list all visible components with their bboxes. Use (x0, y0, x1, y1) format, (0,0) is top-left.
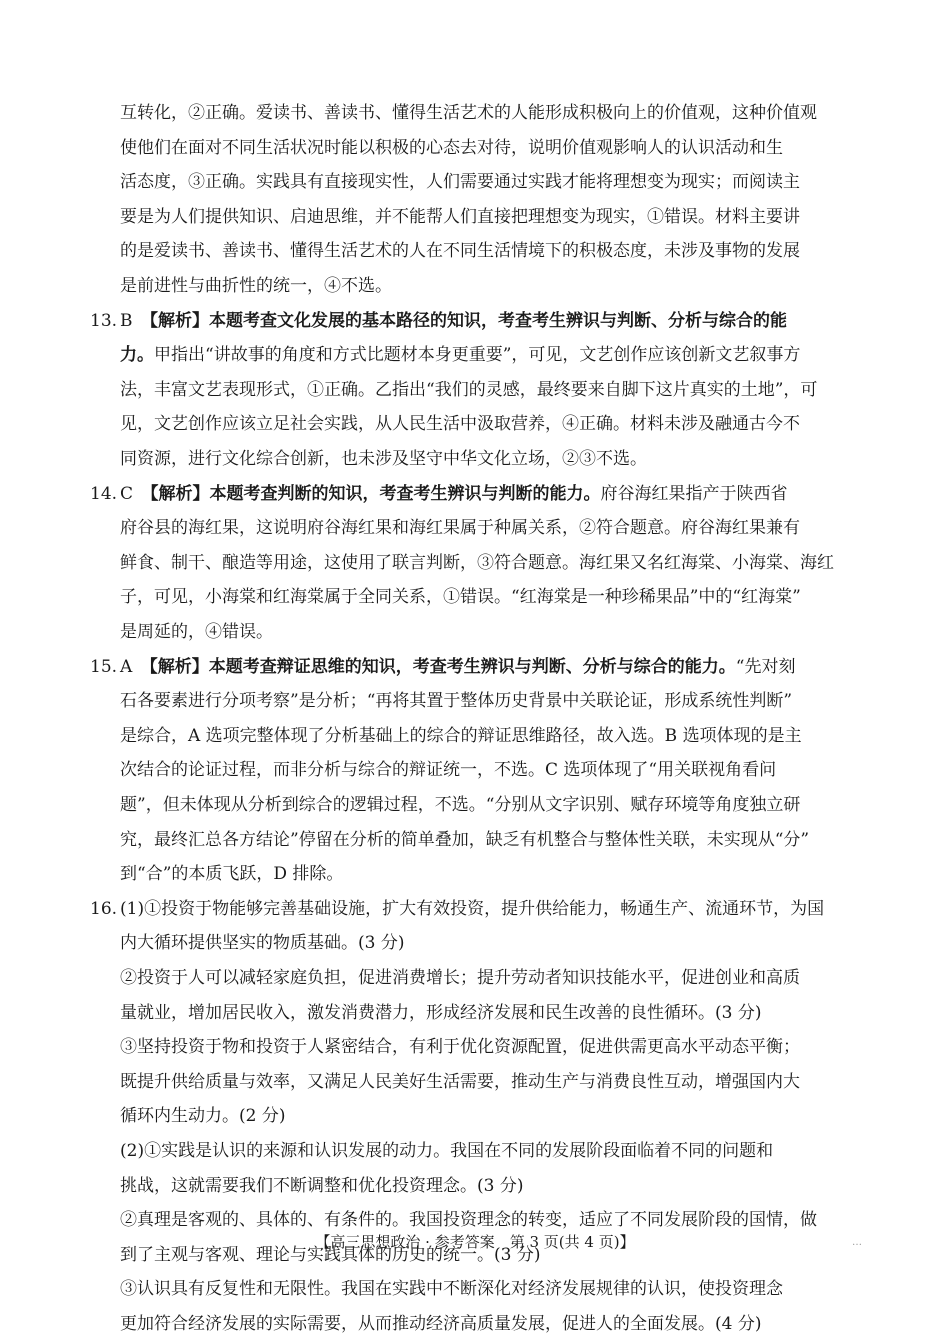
line-text: 的是爱读书、善读书、懂得生活艺术的人在不同生活情境下的积极态度，未涉及事物的发展 (120, 241, 800, 262)
line-text: 内大循环提供坚实的物质基础。(3 分) (120, 933, 405, 954)
line-text: 府谷海红果指产于陕西省 (600, 483, 788, 504)
line-text: 是综合，A 选项完整体现了分析基础上的综合的辩证思维路径，故入选。B 选项体现的是主 (120, 725, 802, 746)
analysis-heading: 【解析】本题考查辩证思维的知识，考查考生辨识与判断、分析与综合的能力。 (149, 656, 736, 677)
line-text: 挑战，这就需要我们不断调整和优化投资理念。(3 分) (120, 1175, 524, 1196)
text-line (120, 338, 800, 373)
text-line (120, 1272, 783, 1307)
line-text: “先对刻 (735, 656, 796, 677)
line-text: 要是为人们提供知识、启迪思维，并不能帮人们直接把理想变为现实，①错误。材料主要讲 (120, 206, 800, 227)
text-line (120, 477, 788, 512)
analysis-heading: 力。 (120, 345, 154, 366)
line-text: ③认识具有反复性和无限性。我国在实践中不断深化对经济发展规律的认识，使投资理念 (120, 1279, 783, 1300)
line-text: ③坚持投资于物和投资于人紧密结合，有利于优化资源配置，促进供需更高水平动态平衡； (120, 1037, 800, 1058)
line-text: 见，文艺创作应该立足社会实践，从人民生活中汲取营养，④正确。材料未涉及融通古今不 (120, 414, 800, 435)
line-text: 甲指出“讲故事的角度和方式比题材本身更重要”，可见，文艺创作应该创新文艺叙事方 (154, 345, 801, 366)
text-line (120, 131, 783, 166)
line-text: 子，可见，小海棠和红海棠属于全同关系，①错误。“红海棠是一种珍稀果品”中的“红海棠” (120, 587, 801, 608)
line-text: 循环内生动力。(2 分) (120, 1106, 286, 1127)
line-text: 是周延的，④错误。 (120, 622, 273, 642)
text-line (120, 1030, 800, 1065)
question-number: 15. (90, 656, 118, 677)
line-text: 鲜食、制干、酿造等用途，这使用了联言判断，③符合题意。海红果又名红海棠、小海棠、海红 (120, 552, 834, 573)
answer-letter: B (120, 310, 150, 331)
text-line (120, 546, 834, 581)
text-line (120, 615, 273, 650)
text-line (120, 200, 800, 235)
line-text: (2)①实践是认识的来源和认识发展的动力。我国在不同的发展阶段面临着不同的问题和 (120, 1141, 774, 1161)
line-text: 量就业，增加居民收入，激发消费潜力，形成经济发展和民生改善的良性循环。(3 分) (120, 1002, 762, 1023)
text-line (120, 961, 800, 996)
text-line (120, 1134, 773, 1169)
line-text: (1)①投资于物能够完善基础设施，扩大有效投资，提升供给能力，畅通生产、流通环节，为国 (120, 898, 825, 919)
text-line (120, 304, 787, 339)
corner-mark: … (852, 1237, 862, 1248)
line-text: 题”，但未体现从分析到综合的逻辑过程，不选。“分别从文字识别、赋存环境等角度独立研 (120, 795, 801, 815)
question-number: 14. (90, 483, 118, 504)
text-line (120, 373, 817, 408)
question-number: 16. (90, 898, 118, 919)
text-line (120, 580, 801, 615)
line-text: ②投资于人可以减轻家庭负担，促进消费增长；提升劳动者知识技能水平，促进创业和高质 (120, 968, 800, 988)
line-text: 石各要素进行分项考察”是分析；“再将其置于整体历史背景中关联论证，形成系统性判断” (120, 691, 793, 712)
answer-letter: C (120, 483, 151, 504)
line-text: 互转化，②正确。爱读书、善读书、懂得生活艺术的人能形成积极向上的价值观，这种价值观 (120, 103, 817, 123)
line-text: 次结合的论证过程，而非分析与综合的辩证统一，不选。C 选项体现了“用关联视角看问 (120, 760, 777, 781)
analysis-heading: 【解析】本题考查判断的知识，考查考生辨识与判断的能力。 (150, 483, 601, 504)
text-line (120, 511, 800, 546)
text-line (120, 96, 817, 131)
line-text: 更加符合经济发展的实际需要，从而推动经济高质量发展，促进人的全面发展。(4 分) (120, 1314, 762, 1334)
text-line (120, 442, 647, 477)
line-text: 是前进性与曲折性的统一，④不选。 (120, 276, 392, 296)
text-line (120, 823, 809, 858)
text-line (120, 996, 761, 1031)
text-line (120, 719, 802, 754)
text-line (120, 650, 795, 685)
text-line (120, 926, 404, 961)
line-text: ②真理是客观的、具体的、有条件的。我国投资理念的转变，适应了不同发展阶段的国情，做 (120, 1210, 817, 1231)
text-line (120, 1065, 800, 1100)
text-line (120, 684, 792, 719)
analysis-heading: 【解析】本题考查文化发展的基本路径的知识，考查考生辨识与判断、分析与综合的能 (149, 310, 787, 331)
text-line (120, 407, 800, 442)
question-number: 13. (90, 310, 118, 331)
answer-letter: A (120, 656, 150, 677)
line-text: 法，丰富文艺表现形式，①正确。乙指出“我们的灵感，最终要来自脚下这片真实的土地”，可 (120, 379, 818, 400)
text-line (120, 165, 800, 200)
text-line (120, 788, 800, 823)
line-text: 到了主观与客观、理论与实践具体的历史的统一。(3 分) (120, 1244, 541, 1265)
line-text: 使他们在面对不同生活状况时能以积极的心态去对待，说明价值观影响人的认识活动和生 (120, 137, 783, 158)
line-text: 府谷县的海红果，这说明府谷海红果和海红果属于种属关系，②符合题意。府谷海红果兼有 (120, 518, 800, 539)
page-footer: 【高三思想政治 · 参考答案 第 3 页(共 4 页)】 (315, 1233, 635, 1251)
line-text: 究，最终汇总各方结论”停留在分析的简单叠加，缺乏有机整合与整体性关联，未实现从“分” (120, 829, 810, 850)
line-text: 活态度，③正确。实践具有直接现实性，人们需要通过实践才能将理想变为现实；而阅读主 (120, 172, 800, 193)
text-line (120, 857, 343, 892)
line-text: 既提升供给质量与效率，又满足人民美好生活需要，推动生产与消费良性互动，增强国内大 (120, 1071, 800, 1092)
text-line (120, 1099, 285, 1134)
text-line (120, 753, 776, 788)
text-line (120, 892, 824, 927)
line-text: 到“合”的本质飞跃，D 排除。 (120, 864, 344, 885)
text-line (120, 1307, 761, 1342)
text-line (120, 269, 392, 304)
text-line (120, 234, 800, 269)
line-text: 同资源，进行文化综合创新，也未涉及坚守中华文化立场，②③不选。 (120, 449, 647, 469)
text-line (120, 1169, 523, 1204)
